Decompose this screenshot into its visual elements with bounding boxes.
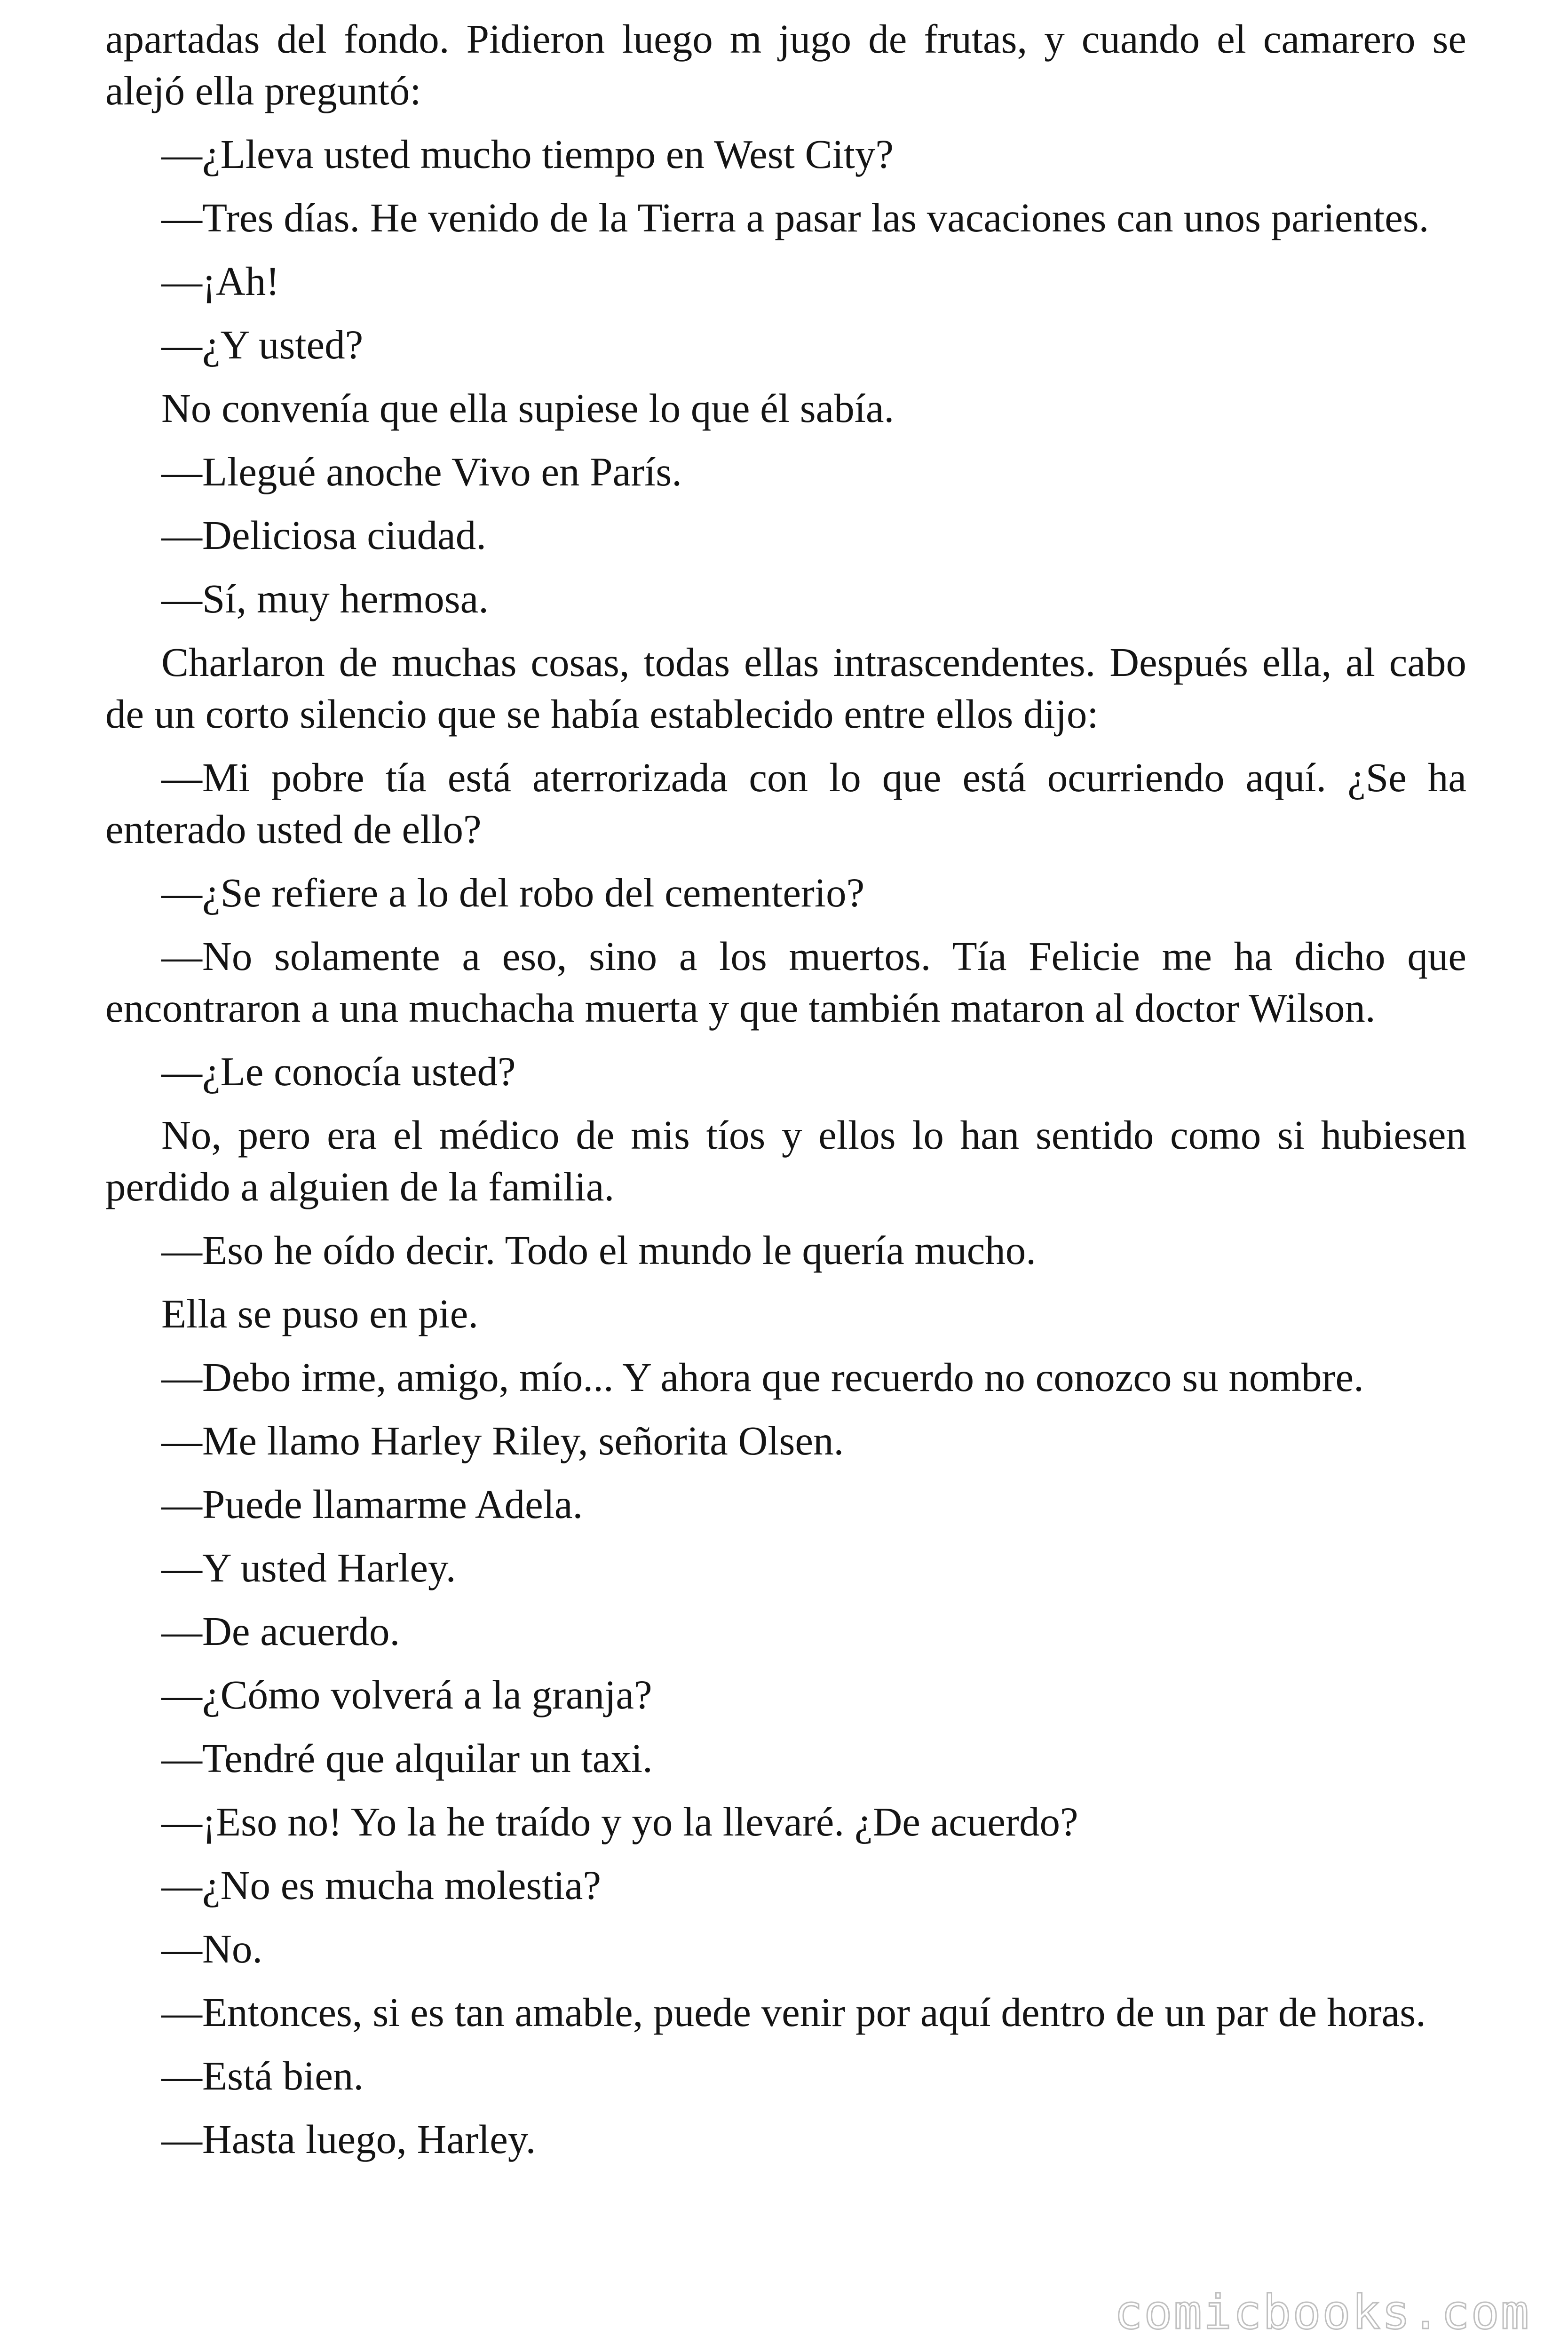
paragraph: —Está bien.: [161, 2053, 364, 2098]
paragraph: No, pero era el médico de mis tíos y ellos lo han sentido como si hubiesen perdido a alguien de la familia.: [105, 1112, 1466, 1209]
paragraph: —No.: [161, 1926, 263, 1971]
paragraph: apartadas del fondo. Pidieron luego m jugo de frutas, y cuando el camarero se alejó ella preguntó:: [105, 16, 1466, 113]
paragraph: —Llegué anoche Vivo en París.: [161, 449, 682, 494]
paragraph: Ella se puso en pie.: [161, 1291, 479, 1336]
paragraph: —¡Ah!: [161, 258, 280, 304]
paragraph: —Eso he oído decir. Todo el mundo le quería mucho.: [161, 1227, 1037, 1273]
paragraph: —¿Se refiere a lo del robo del cementerio?: [161, 870, 865, 915]
paragraph: —No solamente a eso, sino a los muertos. Tía Felicie me ha dicho que encontraron a una muchacha muerta y que también mataron al doctor Wilson.: [105, 933, 1466, 1031]
paragraph: —Tres días. He venido de la Tierra a pasar las vacaciones can unos parientes.: [161, 195, 1429, 240]
page-body: [105, 13, 1466, 2177]
paragraph: —Tendré que alquilar un taxi.: [161, 1735, 653, 1781]
paragraph: —Mi pobre tía está aterrorizada con lo que está ocurriendo aquí. ¿Se ha enterado usted de ello?: [105, 755, 1466, 852]
paragraph: No convenía que ella supiese lo que él sabía.: [161, 385, 895, 431]
paragraph: —Y usted Harley.: [161, 1545, 456, 1590]
paragraph: —Sí, muy hermosa.: [161, 576, 489, 621]
paragraph: —De acuerdo.: [161, 1608, 400, 1654]
paragraph: Charlaron de muchas cosas, todas ellas intrascendentes. Después ella, al cabo de un corto silencio que se había establecido entre ellos dijo:: [105, 639, 1466, 737]
paragraph: —Hasta luego, Harley.: [161, 2116, 536, 2162]
paragraph: —¿Lleva usted mucho tiempo en West City?: [161, 131, 894, 177]
paragraph: —¡Eso no! Yo la he traído y yo la llevaré. ¿De acuerdo?: [161, 1799, 1078, 1844]
paragraph: —¿Y usted?: [161, 322, 364, 367]
paragraph: —¿Cómo volverá a la granja?: [161, 1672, 652, 1717]
paragraph: —Deliciosa ciudad.: [161, 512, 486, 558]
paragraph: —Puede llamarme Adela.: [161, 1481, 583, 1527]
paragraph: —Debo irme, amigo, mío... Y ahora que recuerdo no conozco su nombre.: [161, 1354, 1364, 1400]
paragraph: —¿No es mucha molestia?: [161, 1862, 601, 1908]
paragraph: —Me llamo Harley Riley, señorita Olsen.: [161, 1418, 844, 1463]
watermark: comicbooks.com: [1114, 2285, 1530, 2340]
paragraph: —Entonces, si es tan amable, puede venir por aquí dentro de un par de horas.: [161, 1989, 1426, 2035]
paragraph: —¿Le conocía usted?: [161, 1049, 516, 1094]
